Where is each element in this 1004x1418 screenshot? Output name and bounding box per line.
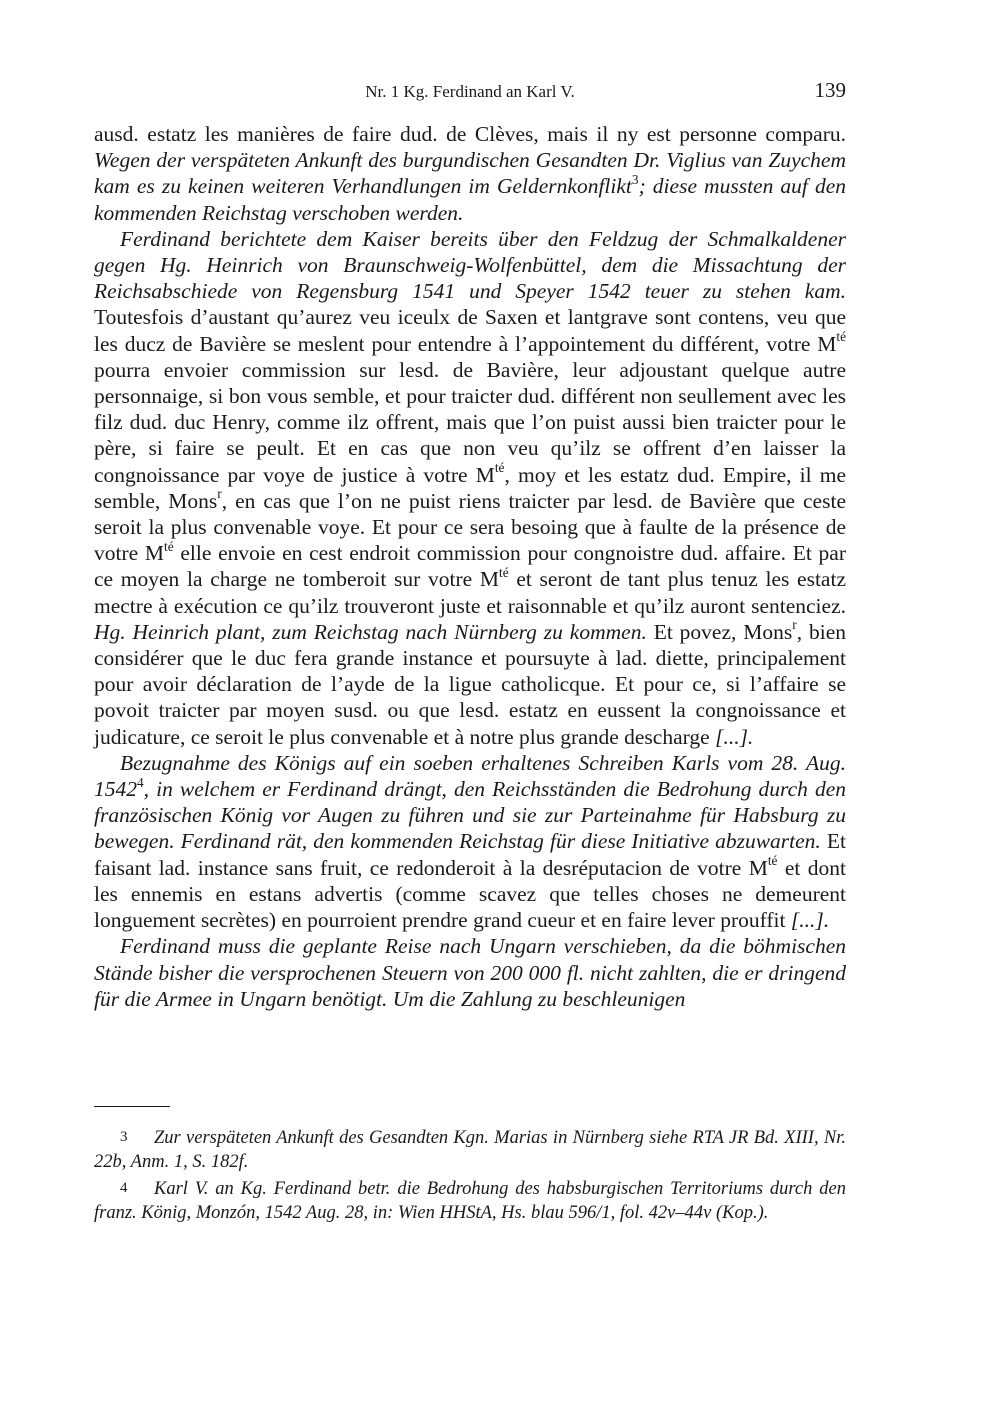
source-text: Toutesfois d’austant qu’aurez veu iceulx de Saxen et lantgrave sont contens, veu que les ducz de Bavière se meslent pour entendre à l’appointement du différent, votre M xyxy=(94,305,846,356)
source-text: , moy et les estatz dud. Empire, il me semble, Mons xyxy=(94,462,847,513)
superscript: té xyxy=(494,460,505,476)
source-text: , bien considérer que le duc fera grande instance et poursuyte à lad. diette, principalement pour avoir déclaration de l’ayde de la ligue catholicque. Et pour ce, si l’affaire se povoit traicter par moyen susd. ou que lesd. estatz en eussent la congnoissance et judicature, ce seroit le plus convenable et à notre plus grande descharge xyxy=(94,619,846,749)
source-text: Et faisant lad. instance sans fruit, ce redonderoit à la desréputacion de votre M xyxy=(94,829,846,880)
source-text: et dont les ennemis en estans advertis (comme scavez que telles choses ne demeurent longuement secrètes) en pourroient prendre grand cueur et en faire lever prouffit xyxy=(94,855,846,933)
page-number: 139 xyxy=(814,78,846,102)
source-text: Et povez, Mons xyxy=(646,619,793,644)
footnotes xyxy=(94,1125,846,1227)
footnote xyxy=(94,1176,846,1225)
superscript: té xyxy=(499,564,509,580)
editorial-summary: [...]. xyxy=(790,908,830,933)
superscript: 4 xyxy=(137,774,144,790)
body-text xyxy=(94,121,846,1012)
footnote-text: Zur verspäteten Ankunft des Gesandten Kgn. Marias in Nürnberg siehe RTA JR Bd. XIII, Nr. 22b, Anm. 1, S. 182f. xyxy=(94,1128,846,1172)
superscript: té xyxy=(836,329,846,345)
source-text: elle envoie en cest endroit commission pour congnoistre dud. affaire. Et par ce moyen la charge ne tomberoit sur votre M xyxy=(94,541,846,592)
editorial-summary: Ferdinand berichtete dem Kaiser bereits über den Feldzug der Schmalkaldener gegen Hg. Heinrich von Braunschweig-Wolfenbüttel, dem die Missachtung der Reichsabschiede von Regensburg 1541 und Speyer 1542 teuer zu stehen kam. xyxy=(94,226,846,304)
editorial-summary: Bezugnahme des Königs auf ein soeben erhaltenes Schreiben Karls vom 28. Aug. 1542 xyxy=(94,750,846,802)
superscript: r xyxy=(217,486,222,502)
paragraph xyxy=(94,226,846,750)
source-text: ausd. estatz les manières de faire dud. de Clèves, mais il ny est personne comparu. xyxy=(94,122,846,146)
footnote-text: Karl V. an Kg. Ferdinand betr. die Bedrohung des habsburgischen Territoriums durch den franz. König, Monzón, 1542 Aug. 28, in: Wien HHStA, Hs. blau 596/1, fol. 42v–44v (Kop.). xyxy=(94,1179,846,1223)
editorial-summary: , in welchem er Ferdinand drängt, den Reichsständen die Bedrohung durch den französischen König vor Augen zu führen und sie zur Parteinahme für Habsburg zu bewegen. Ferdinand rät, den kommenden Reichstag für diese Initiative abzuwarten. xyxy=(94,777,846,854)
footnote-divider xyxy=(94,1106,170,1107)
source-text: , en cas que l’on ne puist riens traicter par lesd. de Bavière que ceste seroit la plus convenable voye. Et pour ce sera besoing que à faulte de la présence de votre M xyxy=(94,488,846,566)
superscript: té xyxy=(164,538,174,554)
editorial-summary: Ferdinand muss die geplante Reise nach Ungarn verschieben, da die böhmischen Stände bisher die versprochenen Steuern von 200 000 fl. nicht zahlten, die er dringend für die Armee in Ungarn benötigt. Um die Zahlung zu beschleunigen xyxy=(94,934,846,1011)
source-text: pourra envoier commission sur lesd. de Bavière, leur adjoustant quelque autre personnaige, si bon vous semble, et pour traicter dud. différent non seullement avec les filz dud. duc Henry, comme ilz offrent, mais que l’on puist aussi bien traicter pour le père, si faire se peult. Et en cas que non veu qu’ilz se offrent d’en laisser la congnoissance par voye de justice à votre M xyxy=(94,357,846,487)
editorial-summary: ; diese mussten auf den kommenden Reichstag verschoben werden. xyxy=(94,174,846,225)
editorial-summary: Hg. Heinrich plant, zum Reichstag nach Nürnberg zu kommen. xyxy=(94,619,647,644)
footnote-number: 3 xyxy=(120,1129,128,1145)
superscript: 3 xyxy=(631,171,639,187)
footnote xyxy=(94,1125,846,1174)
running-head-title: Nr. 1 Kg. Ferdinand an Karl V. xyxy=(365,82,575,101)
running-head xyxy=(94,76,846,110)
paragraph xyxy=(94,933,846,1012)
paragraph xyxy=(94,750,846,933)
editorial-summary: [...]. xyxy=(715,724,754,749)
paragraph xyxy=(94,121,846,226)
footnote-number: 4 xyxy=(120,1180,128,1196)
superscript: r xyxy=(792,617,797,633)
superscript: té xyxy=(767,853,778,869)
editorial-summary: Wegen der verspäteten Ankunft des burgundischen Gesandten Dr. Viglius van Zuychem kam es zu keinen weiteren Verhandlungen im Geldernkonflikt xyxy=(94,148,846,199)
source-text: et seront de tant plus tenuz les estatz mectre à exécution ce qu’ilz trouveront juste et raisonnable et qu’ilz auront sentenciez. xyxy=(94,567,846,618)
